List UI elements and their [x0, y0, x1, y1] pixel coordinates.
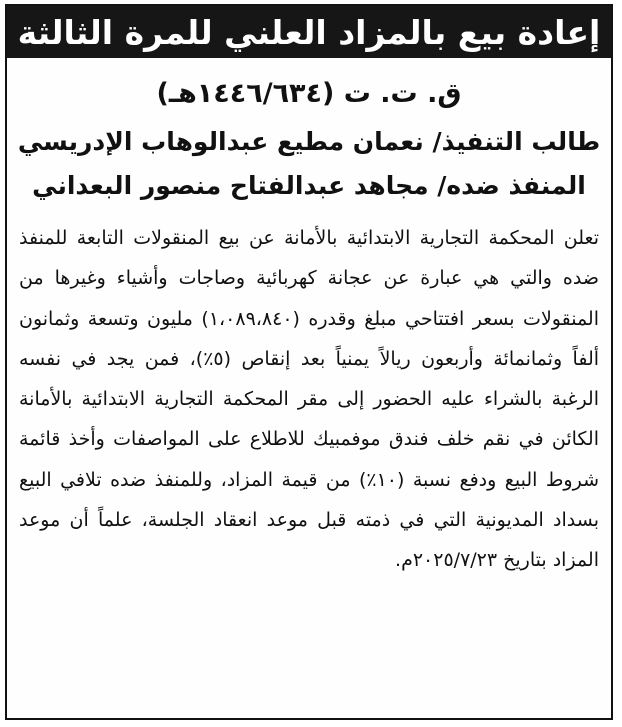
notice-body: تعلن المحكمة التجارية الابتدائية بالأمانة عن بيع المنقولات التابعة للمنفذ ضده والتي هي عبارة عن عجانة كهربائية وصاجات وأشياء وغيرها من المنقولات بسعر افتتاحي مبلغ وقدره (١،٠٨٩،٨٤٠) مليون وتسعة وثمانون ألفاً وثمانمائة وأربعون ريالاً يمنياً بعد إنقاص (٥٪)، فمن يجد في نفسه الرغبة بالشراء عليه الحضور إلى مقر المحكمة التجارية الابتدائية بالأمانة الكائن في نقم خلف فندق موفمبيك للاطلاع على المواصفات وأخذ قائمة شروط البيع ودفع نسبة (١٠٪) من قيمة المزاد، وللمنفذ ضده تلافي البيع بسداد المديونية التي في ذمته قبل موعد انعقاد الجلسة، علماً أن موعد المزاد بتاريخ ٢٠٢٥/٧/٢٣م. — [19, 227, 600, 572]
case-number: ق. ت. ت (١٤٤٦/٦٣٤هـ) — [156, 78, 462, 109]
defendant-line: المنفذ ضده/ مجاهد عبدالفتاح منصور البعداني — [32, 171, 586, 200]
claimant-line: طالب التنفيذ/ نعمان مطيع عبدالوهاب الإدريسي — [17, 127, 601, 156]
auction-notice — [5, 4, 613, 720]
notice-heading: إعادة بيع بالمزاد العلني للمرة الثالثة — [7, 6, 611, 58]
